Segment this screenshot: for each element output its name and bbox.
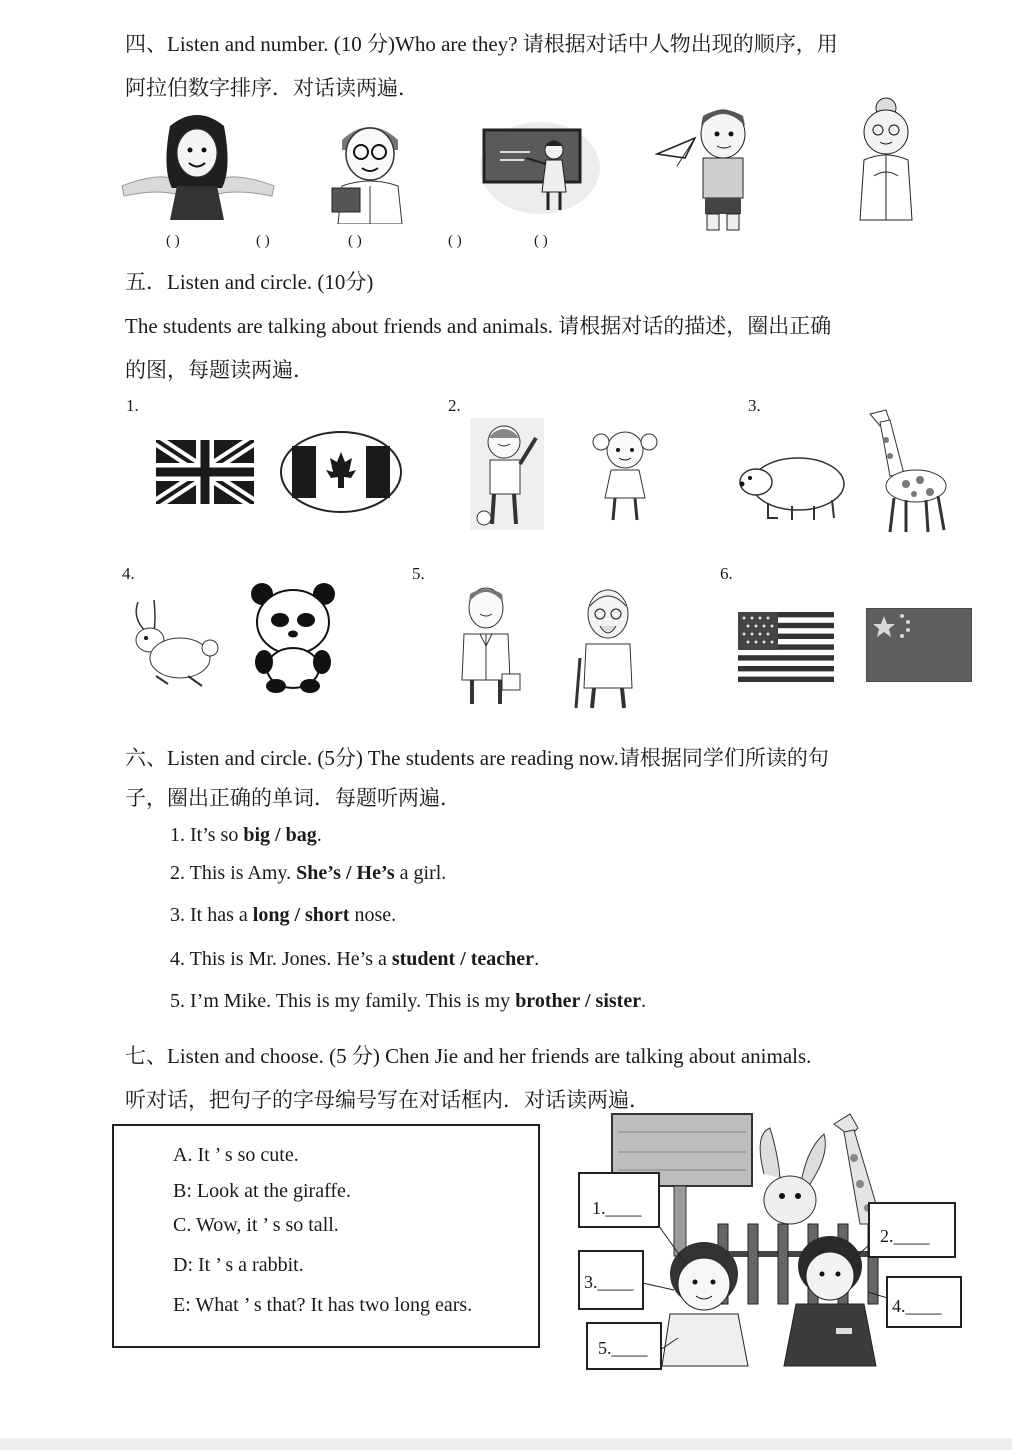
girl-image [112,108,282,223]
word-choice-4[interactable]: student / teacher [391,948,535,970]
blank-2[interactable]: ( ) [256,233,270,249]
question-number-2: 2. [448,396,461,415]
panda-image[interactable] [248,580,338,694]
choice-e: E: What ’ s that? It has two long ears. [173,1294,473,1316]
polar-bear-image[interactable] [738,446,848,522]
grandmother-image [850,96,922,222]
bottom-bar [0,1438,1012,1450]
section7-title: 七、Listen and choose. (5 分) Chen Jie and her friends are talking about animals. [125,1044,812,1068]
china-flag-image[interactable] [866,608,972,682]
answer-box-5[interactable]: 5.____ [586,1322,662,1370]
word-choice-5[interactable]: brother / sister [515,990,642,1012]
usa-flag-image[interactable] [738,612,834,682]
blank-5[interactable]: ( ) [534,233,548,249]
answer-box-3[interactable]: 3.____ [578,1250,644,1310]
answer-box-2[interactable]: 2.____ [868,1202,956,1258]
uk-flag-image[interactable] [156,440,254,504]
sentence-1: 1. It’s so big / bag. [170,824,322,846]
blank-4[interactable]: ( ) [448,233,462,249]
answer-box-1[interactable]: 1.____ [578,1172,660,1228]
word-choice-2[interactable]: She’s / He’s [296,862,395,884]
choice-b: B: Look at the giraffe. [173,1180,351,1202]
answer-box-4[interactable]: 4.____ [886,1276,962,1328]
canada-flag-image[interactable] [278,430,404,514]
choice-c: C. Wow, it ’ s so tall. [173,1214,339,1236]
choice-d: D: It ’ s a rabbit. [173,1254,304,1276]
section5-title: 五．Listen and circle. (10分) [125,270,374,294]
blank-3[interactable]: ( ) [348,233,362,249]
word-choice-3[interactable]: long / short [252,904,350,926]
word-choice-1[interactable]: big / bag [243,824,317,846]
question-number-4: 4. [122,564,135,583]
sentence-2: 2. This is Amy. She’s / He’s a girl. [170,862,447,884]
section4-instruction: 阿拉伯数字排序．对话读两遍． [125,76,419,100]
giraffe-image[interactable] [860,406,950,536]
boy-paper-plane-image [655,104,755,232]
section4-title: 四、Listen and number. (10 分)Who are they? 请根据对话中人物出现的顺序，用 [125,32,838,56]
blank-1[interactable]: ( ) [166,233,180,249]
sentence-4: 4. This is Mr. Jones. He’s a student / teacher. [170,948,540,970]
sentence-5: 5. I’m Mike. This is my family. This is my brother / sister. [170,990,647,1012]
sentence-3: 3. It has a long / short nose. [170,904,397,926]
section6-instruction: 子，圈出正确的单词．每题听两遍． [125,786,461,810]
rabbit-image[interactable] [122,598,222,690]
section5-instruction: The students are talking about friends and animals. 请根据对话的描述，圈出正确 [125,314,832,338]
teacher-man-image [320,112,420,224]
girl-blackboard-image [478,116,602,216]
grandfather-image[interactable] [566,584,646,710]
question-number-1: 1. [126,396,139,415]
girl-pigtails-image[interactable] [585,426,665,524]
choice-a: A. It ’ s so cute. [173,1144,299,1166]
boy-waving-image[interactable] [470,418,544,530]
question-number-5: 5. [412,564,425,583]
young-man-image[interactable] [448,584,524,708]
section6-title: 六、Listen and circle. (5分) The students are reading now.请根据同学们所读的句 [125,746,829,770]
section5-instruction-2: 的图，每题读两遍． [125,358,314,382]
question-number-3: 3. [748,396,761,415]
question-number-6: 6. [720,564,733,583]
section7-instruction: 听对话，把句子的字母编号写在对话框内．对话读两遍． [125,1088,650,1112]
